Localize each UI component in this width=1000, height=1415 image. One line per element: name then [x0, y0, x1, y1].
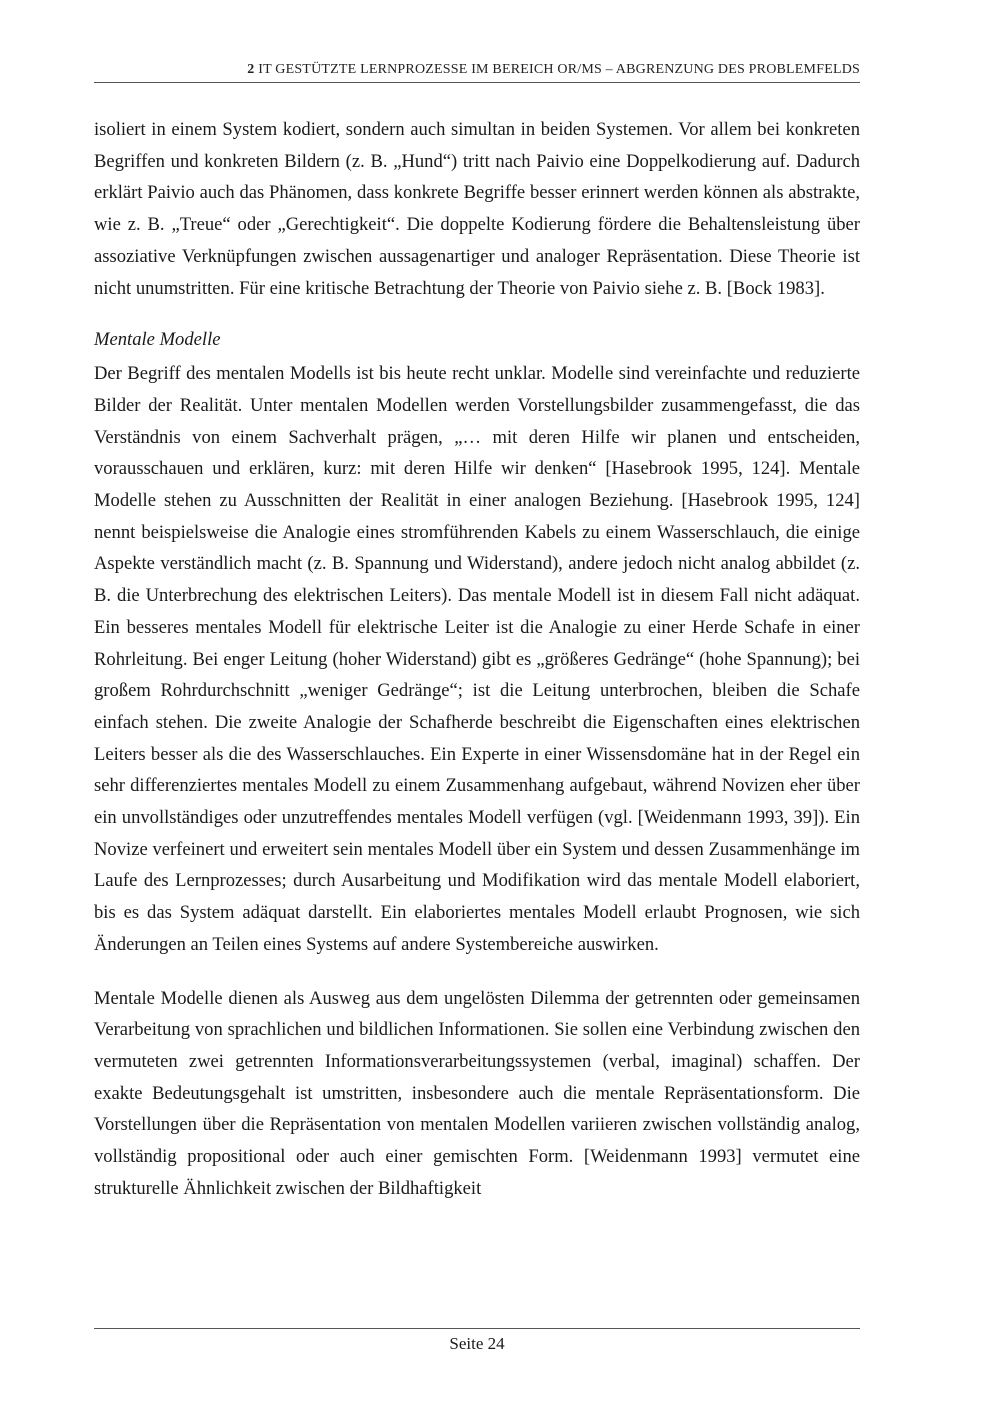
paragraph-mental-models-dilemma: Mentale Modelle dienen als Ausweg aus dem ungelösten Dilemma der getrennten oder gemeinsamen Verarbeitung von sprachlichen und bildlichen Informationen. Sie sollen eine Verbindung zwischen den vermuteten zwei getrennten Informationsverarbeitungssystemen (verbal, imaginal) schaffen. Der exakte Bedeutungsgehalt ist umstritten, insbesondere auch die mentale Repräsentationsform. Die Vorstellungen über die Repräsentation von mentalen Modellen variieren zwischen vollständig analog, vollständig propositional oder auch einer gemischten Form. [Weidenmann 1993] vermutet eine strukturelle Ähnlichkeit zwischen der Bildhaftigkeit [94, 987, 860, 1199]
section-heading-mentale-modelle: Mentale Modelle [94, 329, 221, 351]
chapter-title: IT GESTÜTZTE LERNPROZESSE IM BEREICH OR/MS – ABGRENZUNG DES PROBLEMFELDS [258, 62, 860, 77]
paragraph-mental-models-definition: Der Begriff des mentalen Modells ist bis heute recht unklar. Modelle sind vereinfachte und reduzierte Bilder der Realität. Unter mentalen Modellen werden Vorstellungsbilder zusammengefasst, die das Verständnis von einem Sachverhalt prägen, „… mit deren Hilfe wir planen und entscheiden, vorausschauen und erklären, kurz: mit deren Hilfe wir denken“ [Hasebrook 1995, 124]. Mentale Modelle stehen zu Ausschnitten der Realität in einer analogen Beziehung. [Hasebrook 1995, 124] nennt beispielsweise die Analogie eines stromführenden Kabels zu einem Wasserschlauch, die einige Aspekte verständlich macht (z. B. Spannung und Widerstand), andere jedoch nicht analog abbildet (z. B. die Unterbrechung des elektrischen Leiters). Das mentale Modell ist in diesem Fall nicht adäquat. Ein besseres mentales Modell für elektrische Leiter ist die Analogie zu einer Herde Schafe in einer Rohrleitung. Bei enger Leitung (hoher Widerstand) gibt es „größeres Gedränge“ (hohe Spannung); bei großem Rohrdurchschnitt „weniger Gedränge“; ist die Leitung unterbrochen, bleiben die Schafe einfach stehen. Die zweite Analogie der Schafherde beschreibt die Eigenschaften eines elektrischen Leiters besser als die des Wasserschlauches. Ein Experte in einer Wissensdomäne hat in der Regel ein sehr differenziertes mentales Modell zu einem Zusammenhang aufgebaut, während Novizen eher über ein unvollständiges oder unzutreffendes mentales Modell verfügen (vgl. [Weidenmann 1993, 39]). Ein Novize verfeinert und erweitert sein mentales Modell über ein System und dessen Zusammenhänge im Laufe des Lernprozesses; durch Ausarbeitung und Modifikation wird das mentale Modell elaboriert, bis es das System adäquat darstellt. Ein elaboriertes mentales Modell erlaubt Prognosen, wie sich Änderungen an Teilen eines Systems auf andere Systembereiche auswirken. [94, 363, 860, 955]
page-body [94, 114, 860, 1205]
paragraph-paivio: isoliert in einem System kodiert, sondern auch simultan in beiden Systemen. Vor allem bei konkreten Begriffen und konkreten Bildern (z. B. „Hund“) tritt nach Paivio eine Doppelkodierung auf. Dadurch erklärt Paivio auch das Phänomen, dass konkrete Begriffe besser erinnert werden können als abstrakte, wie z. B. „Treue“ oder „Gerechtigkeit“. Die doppelte Kodierung fördere die Behaltensleistung über assoziative Verknüpfungen zwischen aussagenartiger und analoger Repräsentation. Diese Theorie ist nicht unumstritten. Für eine kritische Betrachtung der Theorie von Paivio siehe z. B. [Bock 1983]. [94, 119, 860, 299]
running-header [94, 62, 860, 78]
footer-divider [94, 1328, 860, 1329]
chapter-number: 2 [247, 62, 255, 77]
page-number: Seite 24 [449, 1334, 505, 1353]
header-divider [94, 82, 860, 83]
